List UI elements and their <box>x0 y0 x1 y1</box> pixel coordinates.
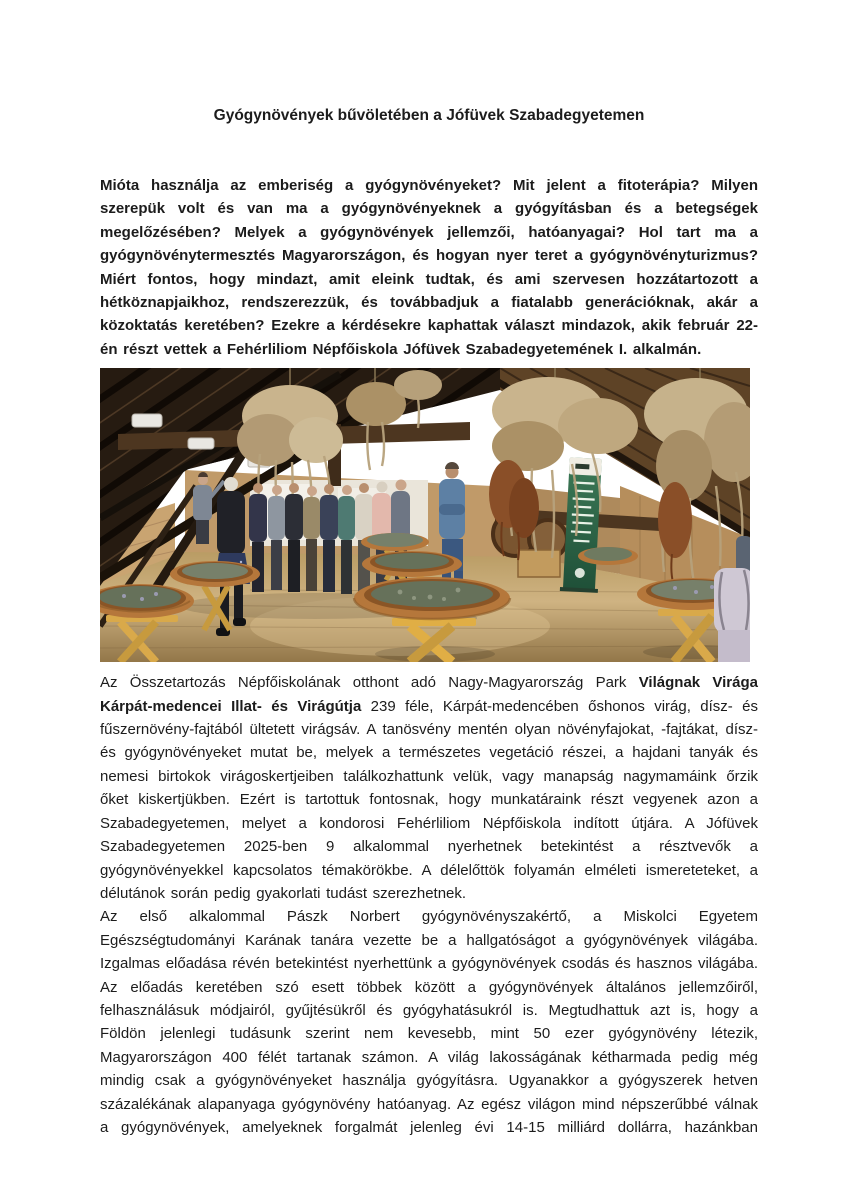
article-photo <box>100 368 750 662</box>
paragraph-intro: Mióta használja az emberiség a gyógynövényeket? Mit jelent a fitoterápia? Milyen szerepük volt és van ma a gyógynövényeknek a gyógyításban és a betegségek megelőzésében? Melyek a gyógynövények jellemzői, hatóanyagai? Hol tart ma a gyógynövénytermesztés Magyarországon, és hogyan nyer teret a gyógynövényturizmus? Miért fontos, hogy mindazt, amit eleink tudtak, és ami szervesen hozzátartozott a hétköznapjaikhoz, rendszerezzük, és továbbadjuk a fiatalabb generációknak, akár a közoktatás keretében? Ezekre a kérdésekre kaphattak választ mindazok, akik február 22-én részt vettek a Fehérliliom Népfőiskola Jófüvek Szabadegyetemének I. alkalmán. <box>100 177 758 358</box>
document-title: Gyógynövények bűvöletében a Jófüvek Szabadegyetemen <box>213 107 645 124</box>
paragraph-lecture: Az első alkalommal Pászk Norbert gyógynövényszakértő, a Miskolci Egyetem Egészségtudományi Karának tanára vezette be a hallgatóságot a gyógynövények világába. Izgalmas előadása révén betekintést nyerhettünk a gyógynövények csodás és hasznos világába. Az előadás keretében szó esett többek között a gyógynövények általános jellemzőiről, felhasználásuk módjairól, gyűjtésükről és gyógyhatásukról is. Megtudhattuk azt is, hogy a Földön jelenlegi tudásunk szerint nem kevesebb, mint 50 ezer gyógynövény létezik, Magyarországon 400 félét tartanak számon. A világ lakosságának kétharmada pedig még mindig csak a gyógynövényeket használja gyógyításra. Ugyanakkor a gyógyszerek hetven százalékának alapanyaga gyógynövény hatóanyag. Az egész világon mind népszerűbbé válnak a gyógynövények, amelyeknek forgalmát jelenleg évi 14-15 milliárd dollárra, hazánkban <box>100 908 758 1136</box>
attic-scene-illustration <box>100 368 750 662</box>
paragraph-park: Az Összetartozás Népfőiskolának otthont adó Nagy-Magyarország Park Világnak Virága Kárpát-medencei Illat- és Virágútja 239 féle, Kárpát-medencében őshonos virág, dísz- és fűszernövény-fajtából ültetett virágsáv. A tanösvény mentén olyan növényfajokat, -fajtákat, dísz- és gyógynövényeket mutat be, melyek a természetes vegetáció részei, a hajdani tanyák és nemesi birtokok virágoskertjeiben találkozhattunk velük, vagy manapság nagymamáink őrzik őket kiskertjükben. Ezért is tartottuk fontosnak, hogy munkatáraink részt vegyenek azon a Szabadegyetemen, melyet a kondorosi Fehérliliom Népfőiskola indított útjára. A Jófüvek Szabadegyetemen 2025-ben 9 alkalommal nyerhetnek betekintést a résztvevők a gyógynövényekkel kapcsolatos témakörökbe. A délelőttök folyamán elméleti ismereteteket, a délutánok során pedig gyakorlati tudást szerezhetnek. <box>100 674 759 902</box>
